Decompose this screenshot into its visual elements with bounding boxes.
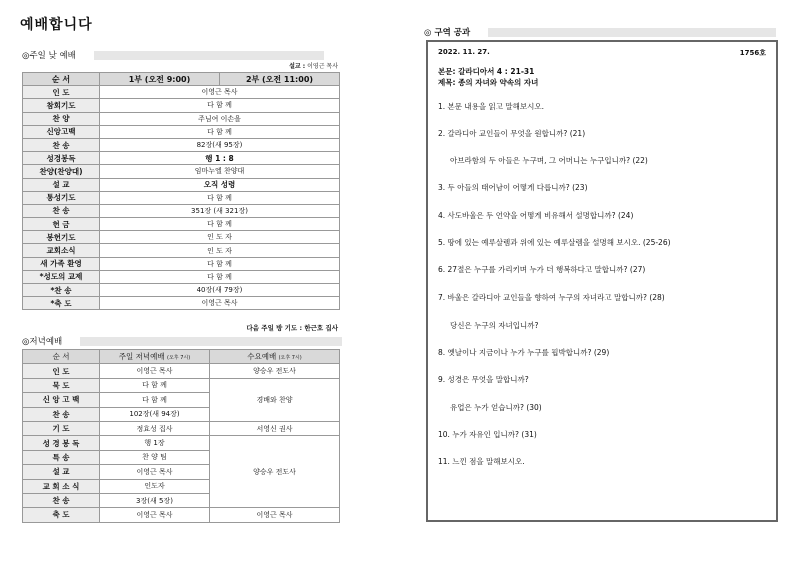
sunday-value: 다 함 께 <box>100 378 210 392</box>
question-3: 3. 두 아들의 태어남이 어떻게 다릅니까? (23) <box>438 183 588 192</box>
row-value: 인 도 자 <box>100 231 340 244</box>
table-row <box>23 218 340 231</box>
morning-worship-heading <box>22 50 324 60</box>
row-label: 교회소식 <box>23 244 100 257</box>
row-label: 성경봉독 <box>23 152 100 165</box>
col-sunday-title: 주일 저녁예배 <box>118 352 165 362</box>
question-11: 11. 느낀 점을 말해보시오. <box>438 457 525 466</box>
row-value: 행 1 : 8 <box>100 152 340 165</box>
row-label: 성 경 봉 독 <box>23 436 100 450</box>
table-row <box>23 231 340 244</box>
table-row <box>23 204 340 217</box>
row-label: 통성기도 <box>23 191 100 204</box>
table-row <box>23 257 340 270</box>
row-label: 찬 양 <box>23 112 100 125</box>
row-value: 다 함 께 <box>100 125 340 138</box>
row-label: 설 교 <box>23 178 100 191</box>
question-8: 8. 옛날이나 지금이나 누가 누구를 핍박합니까? (29) <box>438 348 610 357</box>
question-7-sub: 당신은 누구의 자녀입니까? <box>450 321 539 330</box>
preacher-label: 설교 : <box>289 63 306 70</box>
question-7: 7. 바울은 갈라디아 교인들을 향하여 누구의 자녀라고 말합니까? (28) <box>438 293 665 302</box>
row-value: 이영근 목사 <box>100 86 340 99</box>
row-label: 인 도 <box>23 86 100 99</box>
row-value: 351장 (새 321장) <box>100 204 340 217</box>
table-row <box>23 244 340 257</box>
row-label: 묵 도 <box>23 378 100 392</box>
question-6: 6. 27절은 누구를 가리키며 누가 더 행복하다고 말합니까? (27) <box>438 265 646 274</box>
col-sunday-evening <box>100 350 210 364</box>
sunday-value: 이영근 목사 <box>100 508 210 522</box>
bible-study-box <box>426 40 778 522</box>
row-label: 찬 송 <box>23 407 100 421</box>
heading-bar <box>94 51 324 60</box>
question-10: 10. 누가 자유인 입니까? (31) <box>438 430 537 439</box>
table-row <box>23 152 340 165</box>
col-sunday-time: (오후 7시) <box>167 355 191 362</box>
bible-study-label: ◎ 구역 공과 <box>424 28 471 38</box>
row-value: 다 함 께 <box>100 218 340 231</box>
row-value: 다 함 께 <box>100 257 340 270</box>
sunday-value: 3장(새 5장) <box>100 493 210 507</box>
table-row <box>23 86 340 99</box>
row-label: 봉헌기도 <box>23 231 100 244</box>
question-2: 2. 갈라디아 교인들이 무엇을 원합니까? (21) <box>438 129 586 138</box>
row-value: 82장(새 95장) <box>100 138 340 151</box>
sunday-value: 이영근 목사 <box>100 465 210 479</box>
date-line <box>438 48 766 56</box>
row-value: 이영근 목사 <box>100 297 340 310</box>
table-row <box>23 421 340 435</box>
row-label: 찬 송 <box>23 493 100 507</box>
row-label: 인 도 <box>23 364 100 378</box>
sunday-value: 이영근 목사 <box>100 364 210 378</box>
table-row <box>23 191 340 204</box>
sunday-value: 정효성 집사 <box>100 421 210 435</box>
row-label: 기 도 <box>23 421 100 435</box>
table-row <box>23 165 340 178</box>
table-row <box>23 138 340 151</box>
sunday-value: 인도자 <box>100 479 210 493</box>
row-label: 특 송 <box>23 450 100 464</box>
wed-leader: 양승우 전도사 <box>210 364 340 378</box>
row-value: 다 함 께 <box>100 99 340 112</box>
preacher-name: 이영근 목사 <box>307 63 338 70</box>
row-value: 오직 성령 <box>100 178 340 191</box>
row-label: 신 앙 고 백 <box>23 393 100 407</box>
col-order: 순 서 <box>23 73 100 86</box>
morning-worship-table <box>22 72 340 310</box>
row-label: *축 도 <box>23 297 100 310</box>
col-order: 순 서 <box>23 350 100 364</box>
row-label: 찬 송 <box>23 138 100 151</box>
evening-worship-label: ◎저녁예배 <box>22 337 63 347</box>
table-row <box>23 508 340 522</box>
row-value: 주님여 이손을 <box>100 112 340 125</box>
row-value: 40장(새 79장) <box>100 284 340 297</box>
table-row <box>23 436 340 450</box>
row-value: 인 도 자 <box>100 244 340 257</box>
question-5: 5. 땅에 있는 예루살렘과 위에 있는 예루살렘을 설명해 보시오. (25-26) <box>438 238 671 247</box>
next-week-prayer: 다음 주일 방 기도 : 한근호 집사 <box>246 324 338 332</box>
table-row <box>23 364 340 378</box>
scripture-text: 본문: 갈라디아서 4 : 21-31 <box>438 67 535 76</box>
study-date: 2022. 11. 27. <box>438 48 490 56</box>
table-row <box>23 99 340 112</box>
page-title: 예배합니다 <box>20 17 93 33</box>
table-row <box>23 125 340 138</box>
col-second-service: 2부 (오전 11:00) <box>220 73 340 86</box>
row-label: *성도의 교제 <box>23 270 100 283</box>
sunday-value: 찬 양 팀 <box>100 450 210 464</box>
bible-study-heading <box>424 27 776 37</box>
row-label: 새 가족 환영 <box>23 257 100 270</box>
row-label: 헌 금 <box>23 218 100 231</box>
question-1: 1. 본문 내용을 읽고 말해보시오. <box>438 102 545 111</box>
evening-worship-table <box>22 349 340 523</box>
row-label: 찬양(찬양대) <box>23 165 100 178</box>
question-2-sub: 아브라함의 두 아들은 누구며, 그 어머니는 누구입니까? (22) <box>450 156 648 165</box>
sunday-value: 다 함 께 <box>100 393 210 407</box>
morning-worship-label: ◎주일 낮 예배 <box>22 51 76 61</box>
col-wednesday <box>210 350 340 364</box>
table-row <box>23 297 340 310</box>
row-label: 신앙고백 <box>23 125 100 138</box>
col-wed-time: (오후 7시) <box>278 355 302 362</box>
question-9-sub: 유업은 누가 얻습니까? (30) <box>450 403 542 412</box>
col-first-service: 1부 (오전 9:00) <box>100 73 220 86</box>
table-row <box>23 270 340 283</box>
row-value: 임마누엘 찬양대 <box>100 165 340 178</box>
wed-worship: 경배와 찬양 <box>210 378 340 421</box>
sunday-value: 행 1장 <box>100 436 210 450</box>
evening-worship-heading <box>22 336 342 346</box>
sunday-value: 102장(새 94장) <box>100 407 210 421</box>
heading-bar <box>80 337 342 346</box>
issue-number: 1756호 <box>739 49 766 57</box>
wed-benediction: 이영근 목사 <box>210 508 340 522</box>
preacher-line <box>250 61 338 70</box>
row-label: 교 회 소 식 <box>23 479 100 493</box>
question-9: 9. 성경은 무엇을 말합니까? <box>438 375 529 384</box>
table-header-row <box>23 350 340 364</box>
row-label: *찬 송 <box>23 284 100 297</box>
row-label: 참회기도 <box>23 99 100 112</box>
table-row <box>23 178 340 191</box>
row-value: 다 함 께 <box>100 191 340 204</box>
row-label: 찬 송 <box>23 204 100 217</box>
row-value: 다 함 께 <box>100 270 340 283</box>
table-header-row <box>23 73 340 86</box>
col-wed-title: 수요예배 <box>247 352 277 362</box>
table-row <box>23 284 340 297</box>
lesson-subject: 제목: 종의 자녀와 약속의 자녀 <box>438 78 539 87</box>
wed-prayer: 서영신 권사 <box>210 421 340 435</box>
table-row <box>23 378 340 392</box>
row-label: 설 교 <box>23 465 100 479</box>
row-label: 축 도 <box>23 508 100 522</box>
question-4: 4. 사도바울은 두 언약을 어떻게 비유해서 설명합니까? (24) <box>438 211 634 220</box>
table-row <box>23 112 340 125</box>
wed-preacher: 양승우 전도사 <box>210 436 340 508</box>
heading-bar <box>488 28 776 37</box>
